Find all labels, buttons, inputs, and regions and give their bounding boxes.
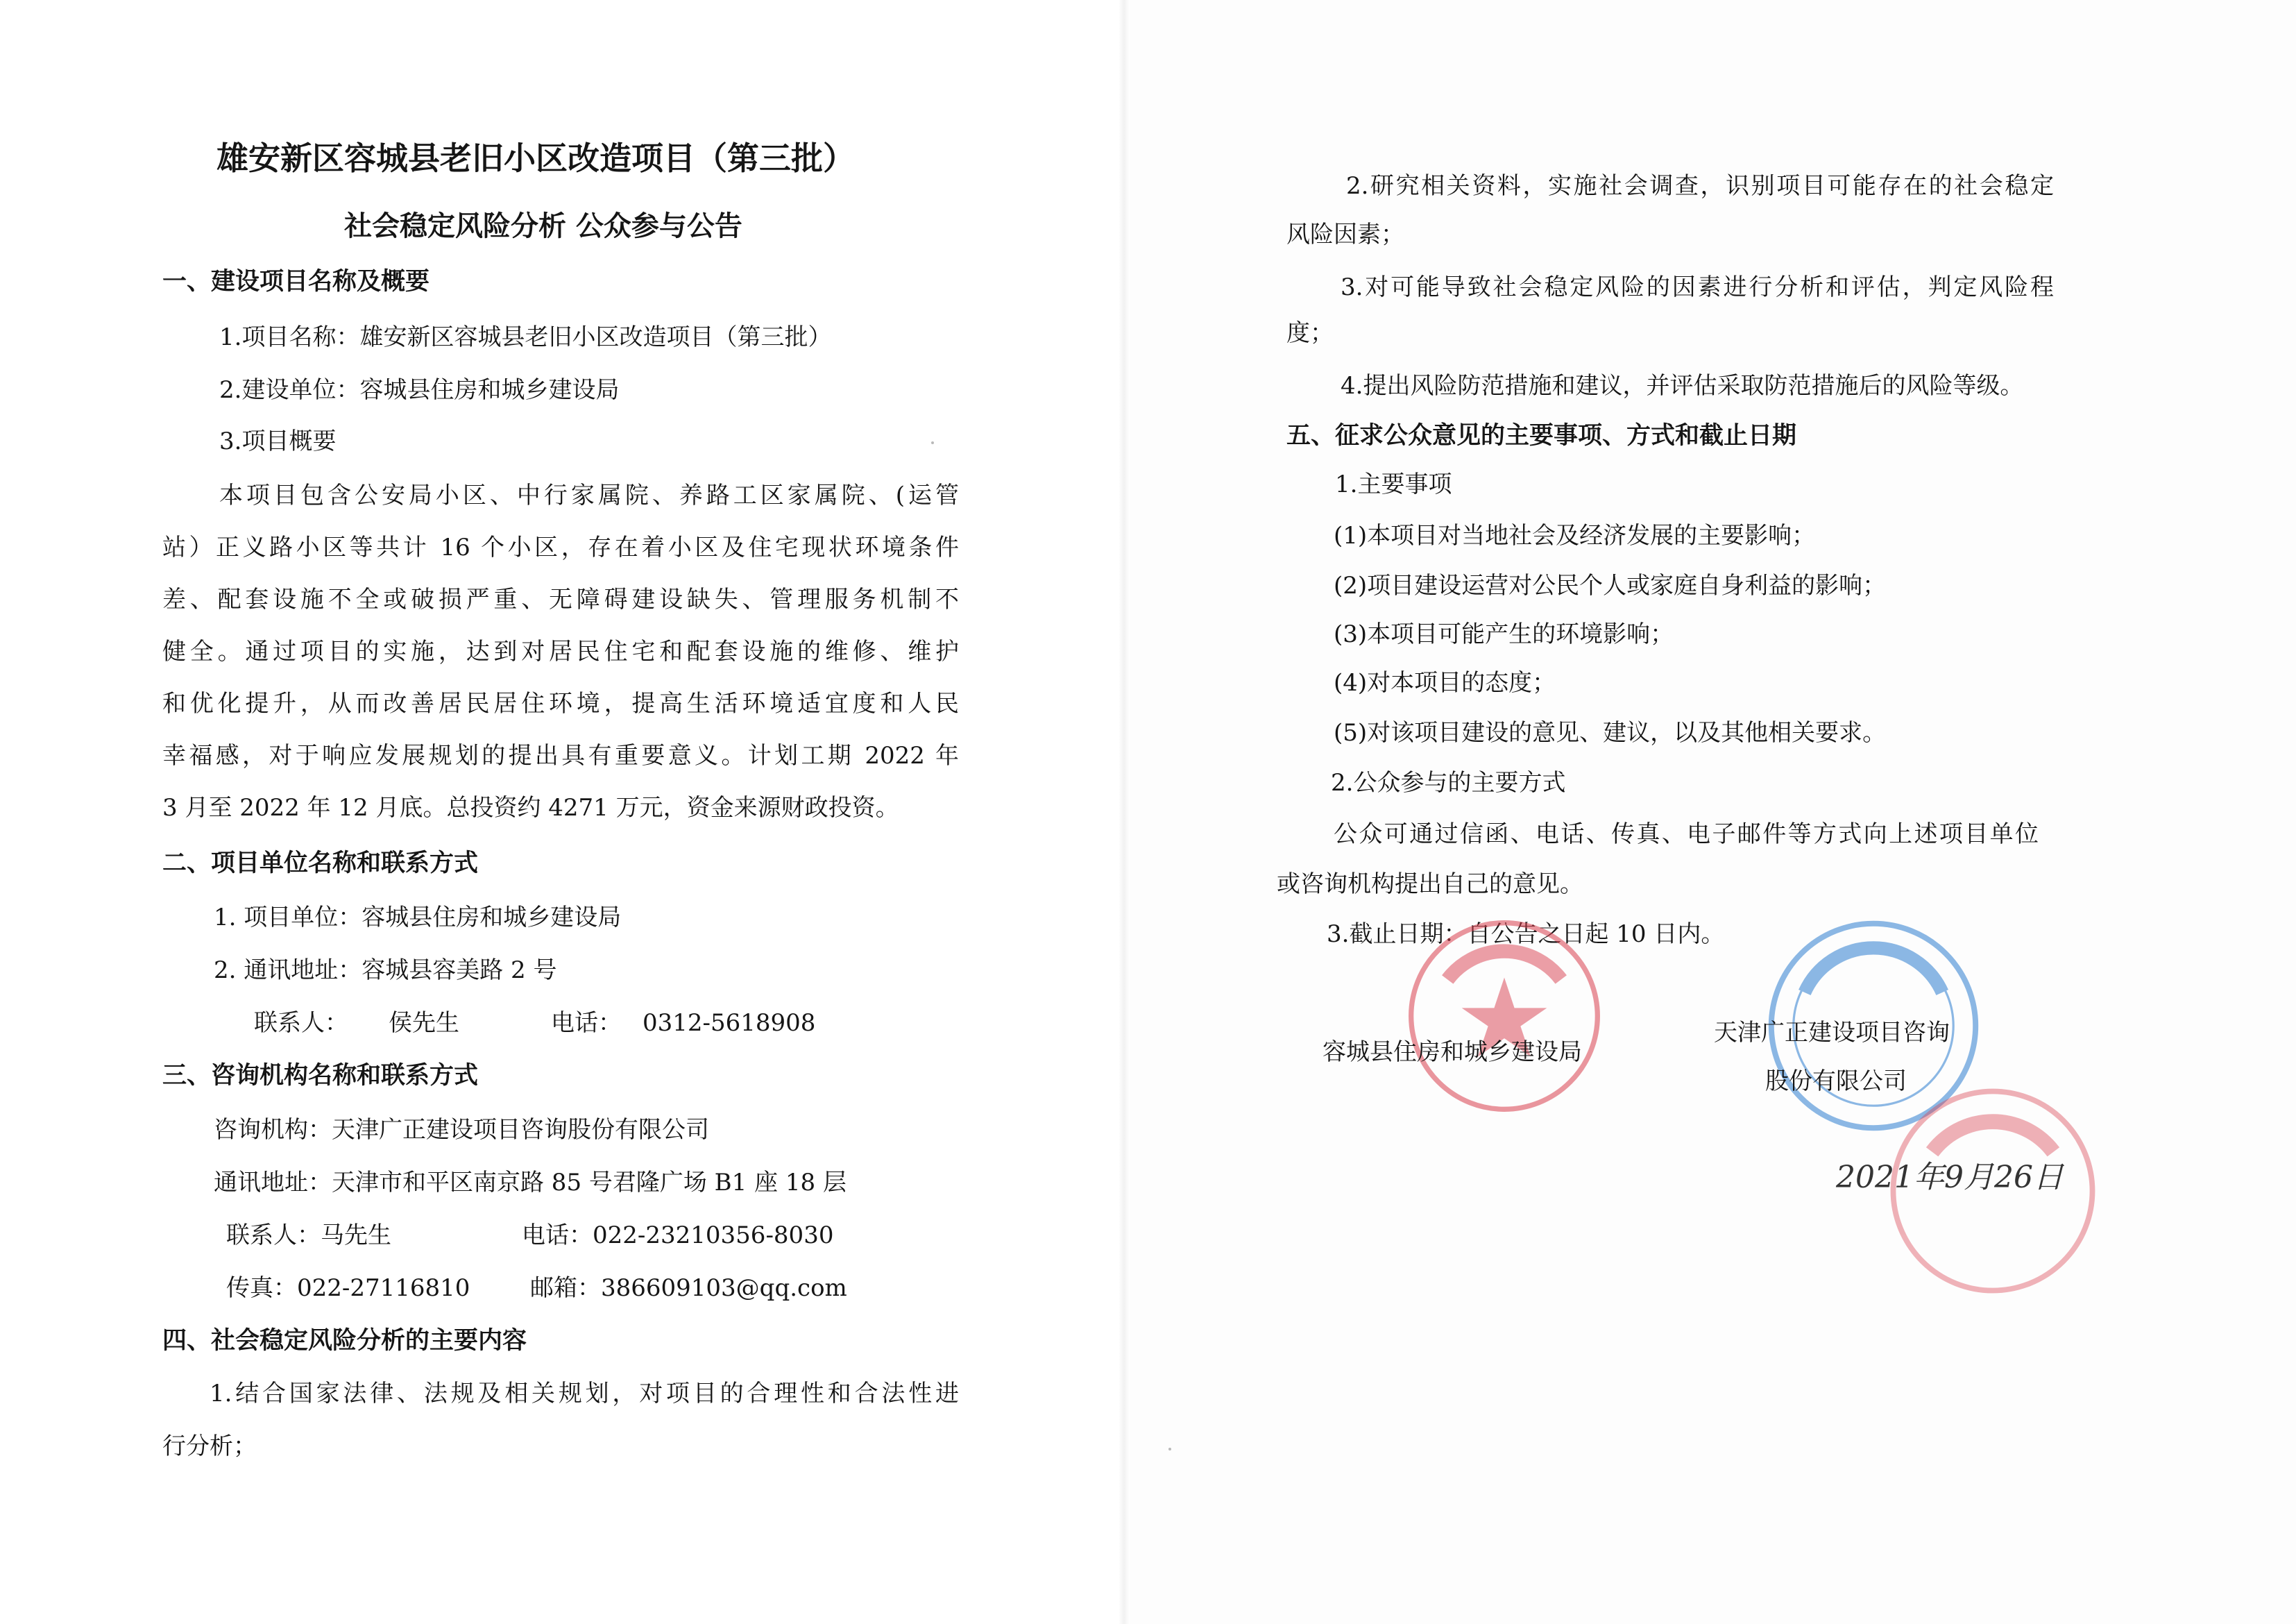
scan-speck (1168, 1448, 1171, 1450)
content-item-2: 2.研究相关资料，实施社会调查，识别项目可能存在的社会稳定 (1346, 172, 2054, 200)
signature-consultant-a: 天津广正建设项目咨询 (1714, 1019, 1950, 1047)
overview-label: 3.项目概要 (219, 428, 337, 455)
matter-item: (2)项目建设运营对公民个人或家庭自身利益的影响； (1334, 572, 1887, 600)
ways-text: 公众可通过信函、电话、传真、电子邮件等方式向上述项目单位 (1334, 820, 2039, 848)
housing-bureau-seal (1403, 915, 1606, 1117)
matter-item: (1)本项目对当地社会及经济发展的主要影响； (1334, 522, 1816, 550)
consultant-phone: 电话：022-23210356-8030 (522, 1221, 834, 1249)
signature-consultant-b: 股份有限公司 (1765, 1067, 1907, 1095)
phone-value: 0312-5618908 (643, 1009, 816, 1037)
matter-item: (5)对该项目建设的意见、建议，以及其他相关要求。 (1334, 719, 1887, 747)
consultant-email: 邮箱：386609103@qq.com (530, 1274, 847, 1302)
content-item-2-cont: 风险因素； (1286, 221, 1404, 248)
unit-line: 1. 项目单位：容城县住房和城乡建设局 (214, 904, 622, 931)
ways-text-cont: 或咨询机构提出自己的意见。 (1277, 870, 1583, 898)
content-item-1: 1.结合国家法律、法规及相关规划，对项目的合理性和合法性进 (210, 1380, 959, 1407)
content-item-4: 4.提出风险防范措施和建议，并评估采取防范措施后的风险等级。 (1341, 372, 2024, 400)
section-2-heading: 二、项目单位名称和联系方式 (162, 849, 479, 877)
overview-line: 健全。通过项目的实施，达到对居民住宅和配套设施的维修、维护 (162, 638, 959, 666)
overview-line: 差、配套设施不全或破损严重、无障碍建设缺失、管理服务机制不 (162, 586, 959, 614)
overview-line: 3 月至 2022 年 12 月底。总投资约 4271 万元，资金来源财政投资。 (162, 794, 899, 822)
address-line: 2. 通讯地址：容城县容美路 2 号 (214, 956, 557, 984)
phone-label: 电话： (551, 1009, 622, 1037)
scan-speck (931, 441, 934, 444)
handwritten-date: 2021年9月26日 (1836, 1160, 2064, 1195)
matter-item: (4)对本项目的态度； (1334, 669, 1556, 697)
contact-name: 侯先生 (389, 1009, 459, 1037)
consultant-contact: 联系人：马先生 (226, 1221, 391, 1249)
matters-label: 1.主要事项 (1335, 471, 1452, 498)
page-title: 雄安新区容城县老旧小区改造项目（第三批） (216, 139, 855, 177)
content-item-3-cont: 度； (1286, 319, 1334, 347)
ways-label: 2.公众参与的主要方式 (1331, 769, 1566, 797)
page-fold (1119, 0, 1130, 1624)
page-subtitle: 社会稳定风险分析 公众参与公告 (344, 210, 742, 242)
section-3-heading: 三、咨询机构名称和联系方式 (162, 1061, 479, 1090)
content-item-3: 3.对可能导致社会稳定风险的因素进行分析和评估，判定风险程 (1341, 273, 2054, 301)
content-item-1-cont: 行分析； (162, 1432, 257, 1460)
consultant-fax: 传真：022-27116810 (226, 1274, 470, 1302)
section-5-heading: 五、征求公众意见的主要事项、方式和截止日期 (1286, 421, 1797, 450)
signature-housing-bureau: 容城县住房和城乡建设局 (1323, 1038, 1582, 1066)
overview-line: 和优化提升，从而改善居民居住环境，提高生活环境适宜度和人民 (162, 690, 959, 718)
section-4-heading: 四、社会稳定风险分析的主要内容 (162, 1326, 527, 1355)
project-name-line: 1.项目名称：雄安新区容城县老旧小区改造项目（第三批） (219, 323, 832, 351)
deadline-line: 3.截止日期：自公告之日起 10 日内。 (1327, 920, 1725, 948)
matter-item: (3)本项目可能产生的环境影响； (1334, 620, 1674, 648)
overview-line: 站）正义路小区等共计 16 个小区，存在着小区及住宅现状环境条件 (162, 534, 959, 561)
overview-line: 幸福感，对于响应发展规划的提出具有重要意义。计划工期 2022 年 (162, 742, 959, 770)
consultant-address: 通讯地址：天津市和平区南京路 85 号君隆广场 B1 座 18 层 (214, 1169, 847, 1196)
consultant-line: 咨询机构：天津广正建设项目咨询股份有限公司 (214, 1116, 709, 1144)
section-1-heading: 一、建设项目名称及概要 (162, 267, 430, 296)
builder-line: 2.建设单位：容城县住房和城乡建设局 (219, 376, 620, 404)
overview-line: 本项目包含公安局小区、中行家属院、养路工区家属院、(运管 (219, 482, 959, 509)
contact-label: 联系人： (254, 1009, 348, 1037)
